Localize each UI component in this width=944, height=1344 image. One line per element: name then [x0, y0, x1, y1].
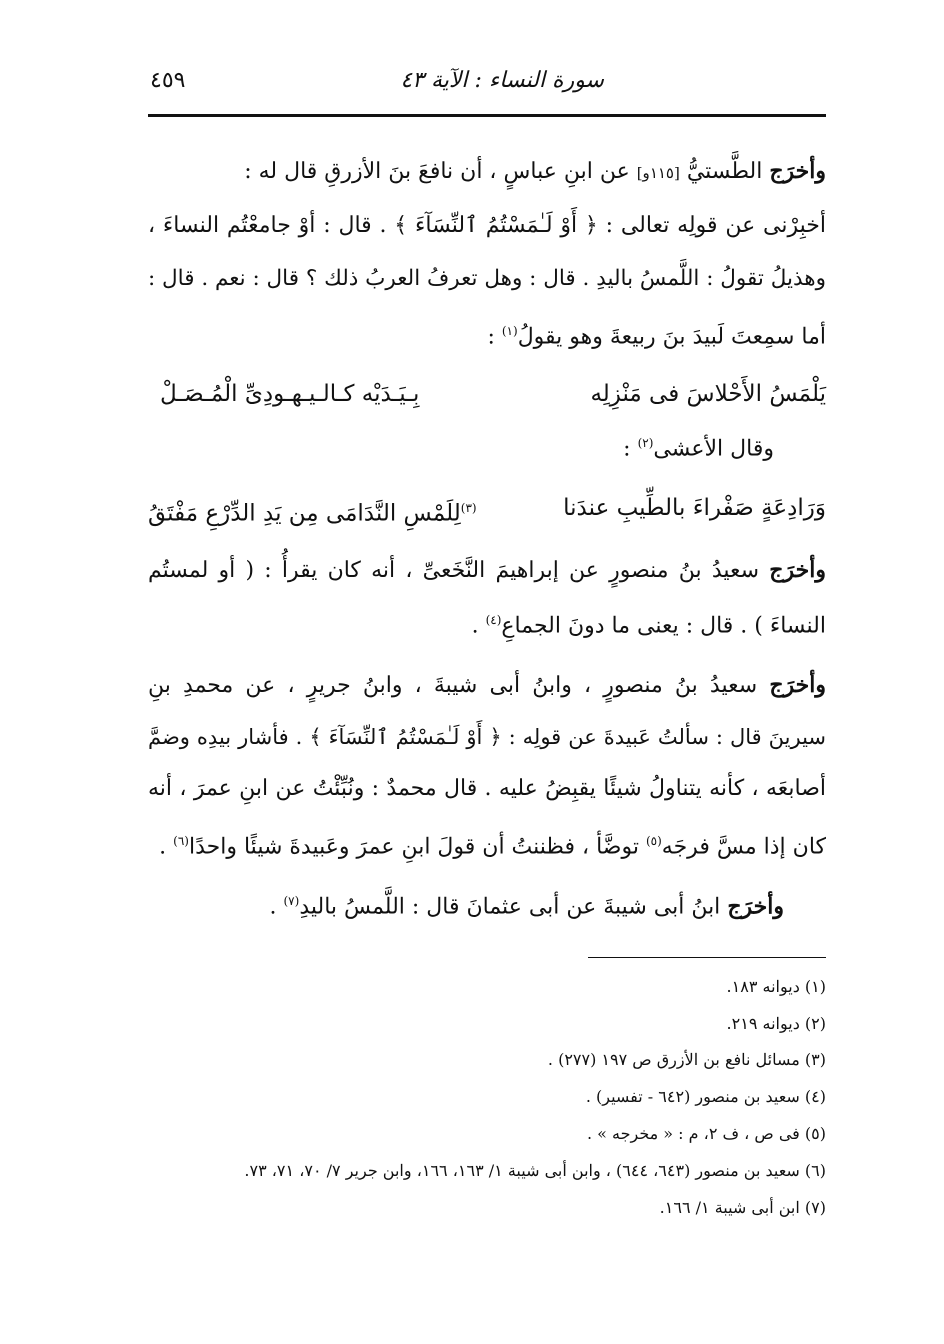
- text-span: النساءَ ) . قال : يعنى ما دونَ الجماعِ: [501, 613, 826, 639]
- manuscript-ref: [١١٥و]: [636, 164, 680, 182]
- punctuation: .: [269, 894, 277, 920]
- lead-word: وأخرَج: [769, 557, 826, 583]
- paragraph-3-line-4: [148, 826, 826, 862]
- footnote-6: (٦) سعيد بن منصور (٦٤٣، ٦٤٤) ، وابن أبى شيبة ١/ ١٦٣، ١٦٦، وابن جرير ٧/ ٧٠، ٧١، ٧٣.: [244, 1161, 826, 1180]
- paragraph-3-line-3: أصابعَه ، كأنه يتناولُ شيئًا يقبِضُ عليه . قال محمدٌ : ونُبِّئْتُ عن ابنِ عمرَ ، أنه: [148, 776, 826, 801]
- text-span: ابنُ أبى شيبةَ عن أبى عثمانَ قال : اللَّمسُ باليدِ: [299, 894, 721, 920]
- text-span: وقال الأعشى: [653, 436, 774, 462]
- paragraph-3-line-2: سيرينَ قال : سألتُ عَبيدةَ عن قولِه : ﴿ أَوْ لَـٰمَسْتُمُ ٱلنِّسَآءَ ﴾ . فأشار بيدِه وضمَّ: [148, 725, 826, 749]
- running-title: سورة النساء : الآية ٤٣: [400, 68, 604, 93]
- text-span: توضَّأ ، فظننتُ أن قولَ ابنِ عمرَ وعَبيدةَ شيئًا واحدًا: [188, 834, 639, 860]
- footnote-2: (٢) ديوانه ٢١٩.: [726, 1014, 826, 1033]
- paragraph-1-line-1: [148, 156, 826, 188]
- footnote-1: (١) ديوانه ١٨٣.: [726, 977, 826, 996]
- al-asha-line: [148, 428, 774, 464]
- footnote-3: (٣) مسائل نافع بن الأزرق ص ١٩٧ (٢٧٧) .: [547, 1050, 826, 1069]
- narrator: الطَّستيُّ: [686, 159, 763, 184]
- lead-word: وأخرَج: [769, 672, 826, 698]
- punctuation: :: [623, 436, 631, 462]
- punctuation: :: [487, 324, 495, 350]
- punctuation: .: [159, 834, 167, 860]
- footnote-4: (٤) سعيد بن منصور (٦٤٢ - تفسير) .: [585, 1087, 826, 1106]
- paragraph-4-line-1: [148, 886, 784, 922]
- footnote-marker-2: (٢): [637, 436, 654, 450]
- verse-2: [148, 492, 826, 526]
- text-span: عن ابنِ عباسٍ ، أن نافعَ بنَ الأزرقِ قال له :: [244, 159, 630, 184]
- text-span: سعيدُ بنُ منصورٍ عن إبراهيمَ النَّخَعىِّ ، أنه كان يقرأُ : ( أو لمستُم: [148, 558, 760, 583]
- footnote-marker-1: (١): [501, 324, 518, 338]
- footnote-marker-4: (٤): [485, 613, 502, 627]
- punctuation: .: [471, 613, 479, 639]
- verse-1: [148, 378, 826, 412]
- lead-word: وأخرَج: [769, 158, 826, 184]
- footnote-separator: [588, 957, 826, 958]
- text-span: سعيدُ بنُ منصورٍ ، وابنُ أبى شيبةَ ، وابنُ جريرٍ ، عن محمدِ بنِ: [148, 673, 758, 698]
- paragraph-2-line-2: [148, 605, 826, 641]
- text-span: لِلَمْسِ النَّدَامَى مِن يَدِ الدِّرْعِ مَفْتَقُ: [148, 500, 461, 527]
- page-header: [150, 62, 826, 106]
- text-span: كان إذا مسَّ فرجَه: [661, 834, 826, 860]
- page-number: ٤٥٩: [150, 68, 186, 93]
- header-rule: [148, 114, 826, 117]
- footnote-marker-3: (٣): [460, 501, 477, 515]
- paragraph-1-line-3: وهذيلُ تقولُ : اللَّمسُ باليدِ . قال : وهل تعرفُ العربُ ذلك ؟ قال : نعم . قال :: [147, 266, 826, 291]
- paragraph-3-line-1: [148, 670, 826, 701]
- text-span: أما سمِعتَ لَبيدَ بنَ ربيعةَ وهو يقولُ: [517, 324, 826, 350]
- footnote-marker-7: (٧): [283, 894, 300, 908]
- paragraph-1-line-2: أخبِرْنى عن قولِه تعالى : ﴿ أَوْ لَـٰمَسْتُمُ ٱلنِّسَآءَ ﴾ . قال : أوْ جامعْتُم النساءَ ،: [148, 213, 826, 238]
- verse-1-second-hemistich: بِـيَـدَيْه كـالـيـهـودِىِّ الْمُـصَـلْ: [160, 381, 420, 407]
- verse-2-first-hemistich: وَرَادِعَةٍ صَفْراءَ بالطِّيبِ عندَنا: [563, 495, 826, 521]
- lead-word: وأخرَج: [727, 893, 784, 920]
- paragraph-1-line-4: [148, 316, 826, 352]
- paragraph-2-line-1: [148, 555, 826, 586]
- footnote-marker-5: (٥): [645, 834, 662, 848]
- verse-1-first-hemistich: يَلْمَسُ الأَحْلاسَ فى مَنْزِلِه: [590, 381, 826, 407]
- footnote-marker-6: (٦): [173, 834, 189, 848]
- footnote-5: (٥) فى ص ، ف ٢، م : « مخرجه » .: [586, 1124, 826, 1143]
- verse-2-second-hemistich: [148, 492, 477, 530]
- footnote-7: (٧) ابن أبى شيبة ١/ ١٦٦.: [659, 1198, 826, 1217]
